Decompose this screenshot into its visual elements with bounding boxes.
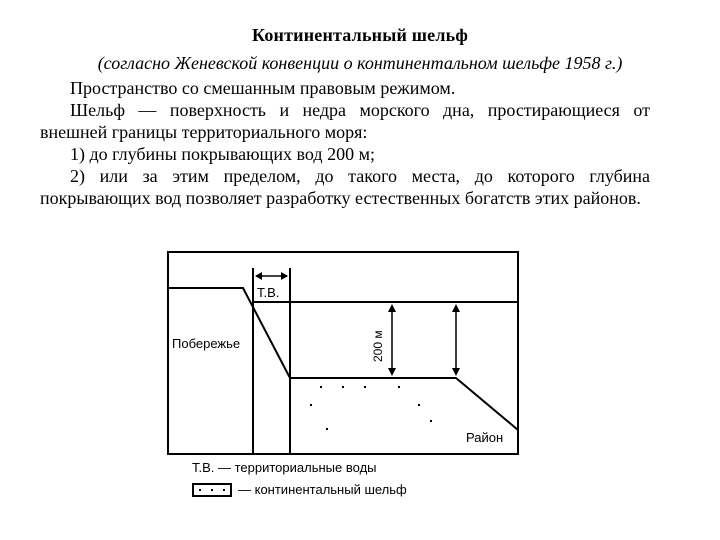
- region-arrow-head-bottom: [452, 368, 460, 376]
- shelf-dots: [310, 386, 432, 430]
- page-subtitle: (согласно Женевской конвенции о континентальном шельфе 1958 г.): [97, 53, 623, 73]
- body-text: [40, 77, 650, 209]
- tv-arrow-head-right: [281, 272, 288, 280]
- tv-label: Т.В.: [257, 285, 280, 300]
- depth-arrow-head-bottom: [388, 368, 396, 376]
- coast-label: Побережье: [172, 336, 241, 351]
- legend-shelf-swatch: [192, 483, 232, 497]
- paragraph-criterion-1: 1) до глубины покрывающих вод 200 м;: [70, 144, 375, 164]
- legend-tv: [192, 460, 377, 475]
- paragraph-definition: Шельф — поверхность и недра морского дна, простирающиеся от внешней границы территориального моря:: [40, 100, 650, 142]
- paragraph-criterion-2: 2) или за этим пределом, до такого места, до которого глубина покрывающих вод позволяет разработку естественных богатств этих районов.: [40, 166, 650, 208]
- depth-label: 200 м: [371, 330, 385, 362]
- depth-arrow-head-top: [388, 304, 396, 312]
- paragraph-regime: Пространство со смешанным правовым режимом.: [70, 78, 456, 98]
- coast-profile: [168, 288, 518, 430]
- shelf-diagram: [160, 250, 520, 460]
- diagram-frame: [168, 252, 518, 454]
- region-label: Район: [466, 430, 504, 445]
- legend-tv-text: Т.В. — территориальные воды: [192, 460, 377, 475]
- tv-arrow-head-left: [255, 272, 262, 280]
- page-title: Континентальный шельф: [251, 25, 469, 45]
- legend-shelf: [192, 482, 407, 497]
- legend-shelf-text: — континентальный шельф: [238, 482, 407, 497]
- region-arrow-head-top: [452, 304, 460, 312]
